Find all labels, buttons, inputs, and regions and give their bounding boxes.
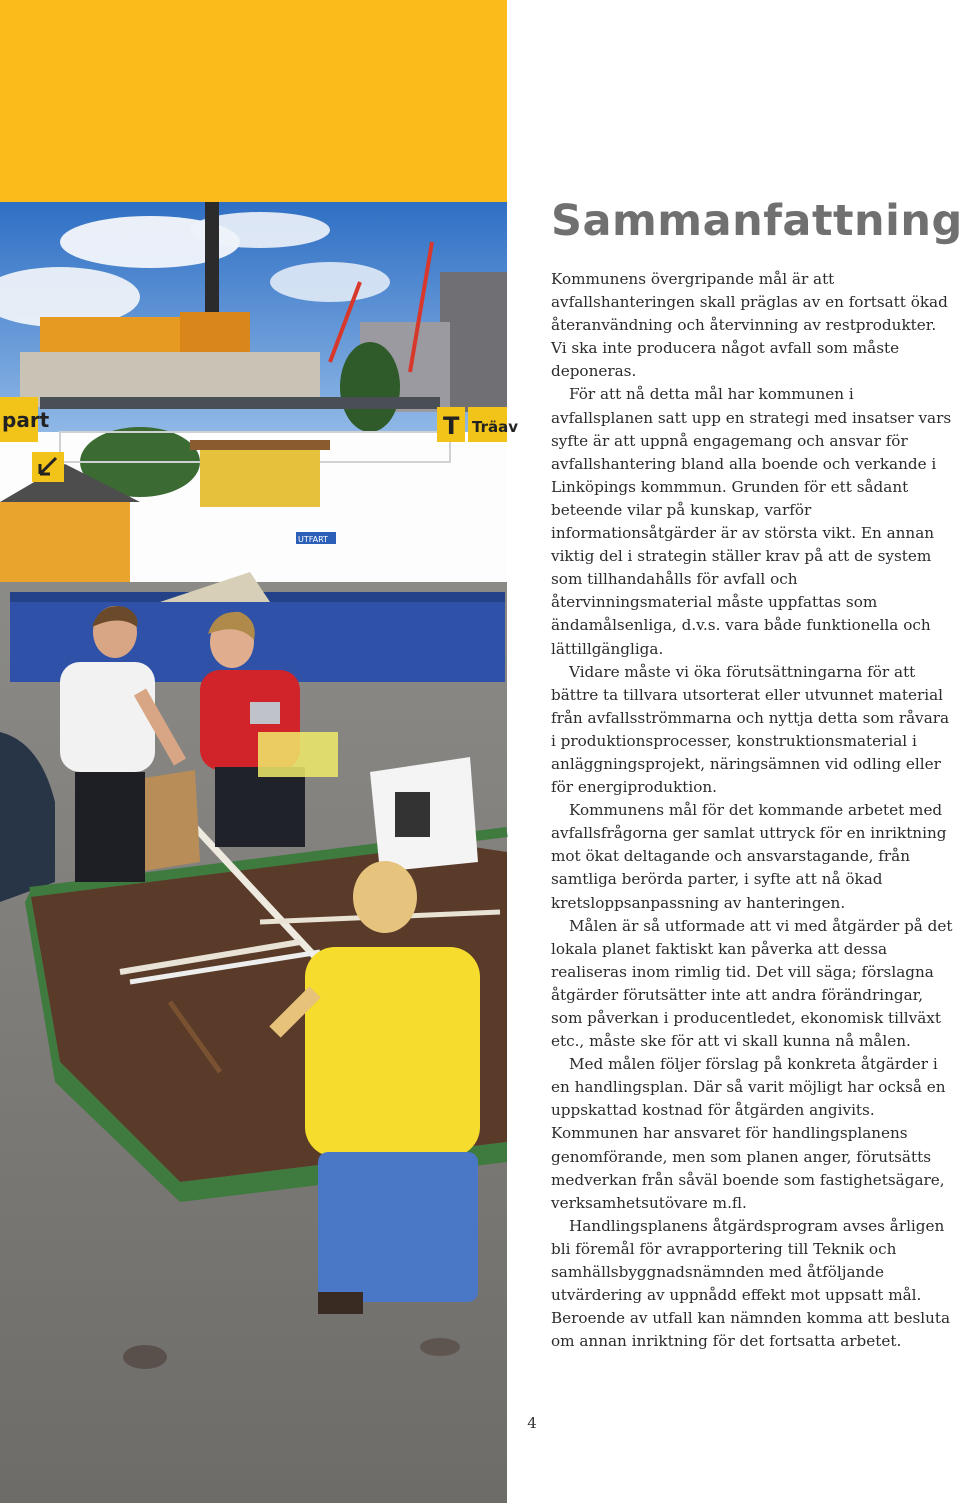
paragraph: Kommunens övergripande mål är att avfallshanteringen skall präglas av en fortsatt ökad återanvändning och återvinning av restprodukter. Vi ska inte producera något avfall som måste deponeras. [551, 270, 948, 381]
ground-stain [420, 1338, 460, 1356]
carried-bag [258, 732, 338, 777]
boy-head [353, 861, 417, 933]
sign-left-text: part [2, 408, 50, 432]
building-right [440, 272, 507, 412]
man-trousers [75, 772, 145, 882]
boy-jeans [318, 1152, 478, 1302]
kiosk [200, 447, 320, 507]
kiosk-roof [190, 440, 330, 450]
sign-t-text: T [443, 412, 460, 440]
boy-shirt [305, 947, 480, 1157]
paragraph: För att nå detta mål har kommunen i avfallsplanen satt upp en strategi med insatser vars syfte är att uppnå engagemang och ansvar för avfallshantering bland alla boende och verkande i Linköpings kommmun. Grunden för ett sådant beteende vilar på kunskap, varför informationsåtgärder är av största vikt. En annan viktig del i strategin ställer krav på att de system som tillhandahålls för avfall och återvinningsmaterial måste uppfattas som ändamålsenliga, d.v.s. vara både funktionella och lättillgängliga. [551, 385, 952, 658]
paragraph: Kommunens mål för det kommande arbetet med avfallsfrågorna ger samlat uttryck för en inriktning mot ökat deltagande och ansvarstagande, från samtliga berörda parter, i syfte att nå ökad kretsloppsanpassning av hanteringen. [551, 801, 947, 912]
woman-trousers [215, 767, 305, 847]
body-text [551, 268, 956, 1353]
page-number: 4 [527, 1414, 537, 1432]
paragraph: Med målen följer förslag på konkreta åtgärder i en handlingsplan. Där så varit möjligt har också en uppskattad kostnad för åtgärden angivits. Kommunen har ansvaret för handlingsplanens genomförande, men som planen anger, förutsätts medverkan från såväl boende som fastighetsägare, verksamhetsutövare m.fl. [551, 1055, 946, 1212]
recycling-station-photo [0, 202, 519, 1503]
page-title: Sammanfattning [551, 196, 963, 246]
woman-glove [250, 702, 280, 724]
man-shirt [60, 662, 155, 772]
paragraph: Handlingsplanens åtgärdsprogram avses årligen bli föremål för avrapportering till Teknik och samhällsbyggnadsnämnden med åtföljande utvärdering av uppnådd effekt mot uppsatt mål. Beroende av utfall kan nämnden komma att besluta om annan inriktning för det fortsatta arbetet. [551, 1216, 951, 1351]
boy-shoe [318, 1292, 363, 1314]
tree [340, 342, 400, 432]
yellow-color-band [0, 0, 507, 202]
paragraph: Vidare måste vi öka förutsättningarna för att bättre ta tillvara utsorterat eller utvunnet material från avfallsströmmarna och nyttja detta som råvara i produktionsprocesser, konstruktionsmaterial i anläggningsprojekt, näringsämnen vid odling eller för energiproduktion. [551, 662, 950, 797]
bag-print [395, 792, 430, 837]
cloud [270, 262, 390, 302]
sign-right-text: Träav [472, 418, 519, 436]
ground-stain [123, 1345, 167, 1369]
paragraph: Målen är så utformade att vi med åtgärder på det lokala planet faktiskt kan påverka att dessa realiseras inom rimlig tid. Det vill säga; förslagna åtgärder förutsätter inte att andra förändringar, som påverkan i producentledet, ekonomisk tillväxt etc., måste ske för att vi skall kunna nå målen. [551, 916, 953, 1051]
sign-utfart-text: UTFART [298, 535, 328, 544]
platform-roof [40, 397, 440, 409]
